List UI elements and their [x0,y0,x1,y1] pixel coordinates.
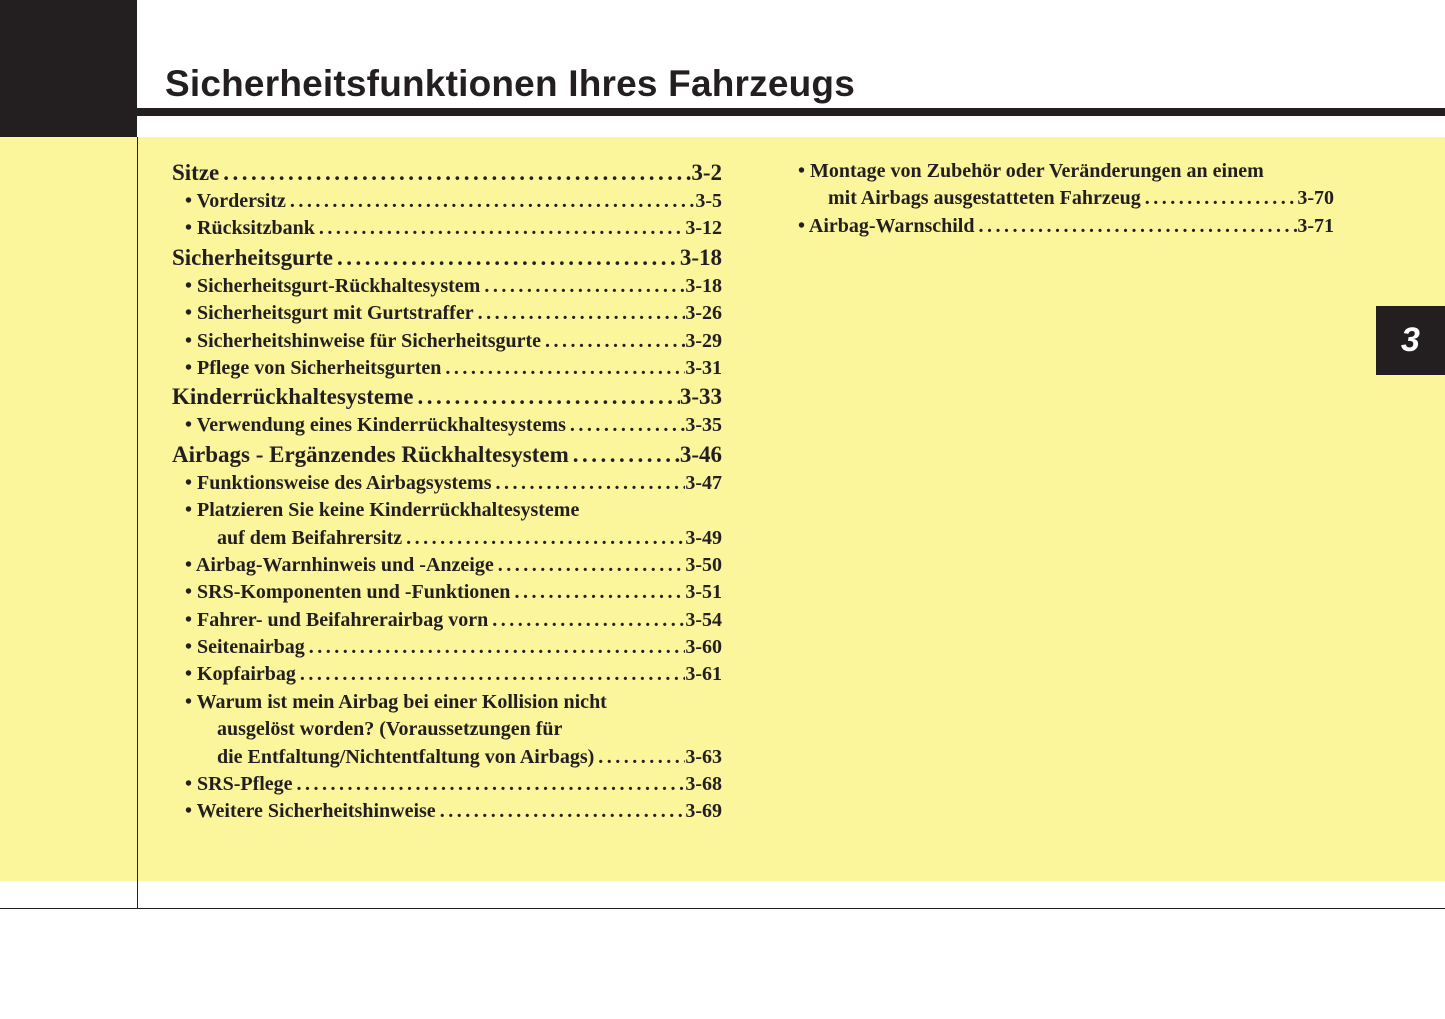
dot-leader [491,470,685,497]
toc-page: 3-2 [691,160,722,185]
toc-page: 3-47 [685,471,722,494]
dot-leader [569,440,680,470]
toc-entry[interactable] [172,328,722,355]
toc-label: • Sicherheitsgurt mit Gurtstraffer [185,302,474,325]
toc-entry[interactable] [172,607,722,634]
toc-entry-continuation[interactable] [798,185,1334,212]
toc-entry[interactable] [172,470,722,497]
toc-label: • Platzieren Sie keine Kinderrückhaltesysteme [185,499,580,522]
toc-entry[interactable] [172,497,722,524]
toc-left-column [172,158,722,826]
toc-entry[interactable] [172,273,722,300]
toc-page: 3-50 [685,553,722,576]
dot-leader [436,798,686,825]
toc-label: • Rücksitzbank [185,217,315,240]
toc-entry[interactable] [798,213,1334,240]
toc-entry[interactable] [172,661,722,688]
toc-heading[interactable] [172,158,722,188]
chapter-tab[interactable]: 3 [1376,306,1445,375]
toc-label: Sicherheitsgurte [172,244,333,270]
toc-page: 3-49 [685,526,722,549]
dot-leader [333,243,680,273]
toc-label: • Verwendung eines Kinderrückhaltesystems [185,414,566,437]
toc-page: 3-68 [685,773,722,796]
toc-page: 3-26 [685,302,722,325]
toc-page: 3-70 [1297,187,1334,210]
dot-leader [286,188,695,215]
toc-entry-continuation[interactable] [172,525,722,552]
bottom-rule [0,908,1445,909]
dot-leader [413,382,679,412]
toc-entry[interactable] [172,579,722,606]
toc-label: • Airbag-Warnhinweis und -Anzeige [185,553,494,576]
toc-page: 3-35 [685,414,722,437]
dot-leader [1141,185,1298,212]
dot-leader [441,355,685,382]
toc-label: ausgelöst worden? (Voraussetzungen für [217,718,563,741]
toc-entry[interactable] [798,158,1334,185]
toc-entry[interactable] [172,188,722,215]
toc-entry-continuation[interactable] [172,716,722,743]
toc-page: 3-69 [685,800,722,823]
toc-label: auf dem Beifahrersitz [217,526,403,549]
toc-entry[interactable] [172,689,722,716]
dot-leader [541,328,685,355]
dot-leader [315,215,686,242]
toc-label: mit Airbags ausgestatteten Fahrzeug [828,187,1141,210]
toc-page: 3-61 [685,663,722,686]
toc-label: • Funktionsweise des Airbagsystems [185,471,492,494]
toc-entry-continuation[interactable] [172,744,722,771]
toc-entry[interactable] [172,300,722,327]
toc-label: • Montage von Zubehör oder Veränderungen an einem [798,160,1264,182]
toc-label: • SRS-Pflege [185,773,293,796]
toc-page: 3-18 [685,274,722,297]
dot-leader [488,607,685,634]
toc-entry[interactable] [172,355,722,382]
toc-page: 3-29 [685,329,722,352]
toc-heading[interactable] [172,382,722,412]
toc-label: • Fahrer- und Beifahrerairbag vorn [185,608,489,631]
toc-page: 3-18 [679,244,722,270]
toc-label: • Pflege von Sicherheitsgurten [185,356,442,379]
toc-label: • Sicherheitshinweise für Sicherheitsgurte [185,329,542,352]
dot-leader [566,412,685,439]
toc-entry[interactable] [172,412,722,439]
toc-entry[interactable] [172,798,722,825]
dot-leader [293,771,686,798]
toc-label: • Airbag-Warnschild [798,214,975,237]
toc-page: 3-46 [679,441,722,467]
toc-page: 3-5 [695,190,722,212]
corner-block [0,0,137,137]
toc-page: 3-71 [1297,214,1334,237]
dot-leader [296,661,685,688]
dot-leader [494,552,686,579]
toc-label: • Warum ist mein Airbag bei einer Kollision nicht [185,690,607,713]
toc-heading[interactable] [172,243,722,273]
dot-leader [594,744,685,771]
toc-entry[interactable] [172,552,722,579]
dot-leader [510,579,685,606]
toc-label: • Kopfairbag [185,663,296,686]
dot-leader [974,213,1297,240]
toc-label: • Weitere Sicherheitshinweise [185,800,436,823]
dot-leader [219,158,691,188]
dot-leader [402,525,685,552]
toc-entry[interactable] [172,215,722,242]
toc-label: Sitze [172,160,220,185]
toc-label: Kinderrückhaltesysteme [172,384,414,410]
toc-page: 3-63 [685,745,722,768]
dot-leader [305,634,686,661]
page-title: Sicherheitsfunktionen Ihres Fahrzeugs [165,63,855,104]
toc-page: 3-60 [685,636,722,659]
toc-page: 3-12 [685,217,722,240]
toc-page: 3-33 [679,384,722,410]
toc-label: Airbags - Ergänzendes Rückhaltesystem [172,441,569,467]
toc-page: 3-31 [685,356,722,379]
toc-label: • Vordersitz [185,190,286,212]
toc-page: 3-54 [685,608,722,631]
toc-page: 3-51 [685,581,722,604]
toc-label: • SRS-Komponenten und -Funktionen [185,581,511,604]
toc-entry[interactable] [172,771,722,798]
toc-label: • Sicherheitsgurt-Rückhaltesystem [185,274,481,297]
margin-rule [137,137,138,908]
toc-label: • Seitenairbag [185,636,305,659]
toc-right-column [798,158,1334,240]
toc-label: die Entfaltung/Nichtentfaltung von Airbags) [217,745,595,768]
toc-entry[interactable] [172,634,722,661]
title-rule [137,108,1445,116]
dot-leader [474,300,686,327]
dot-leader [480,273,685,300]
toc-heading[interactable] [172,440,722,470]
